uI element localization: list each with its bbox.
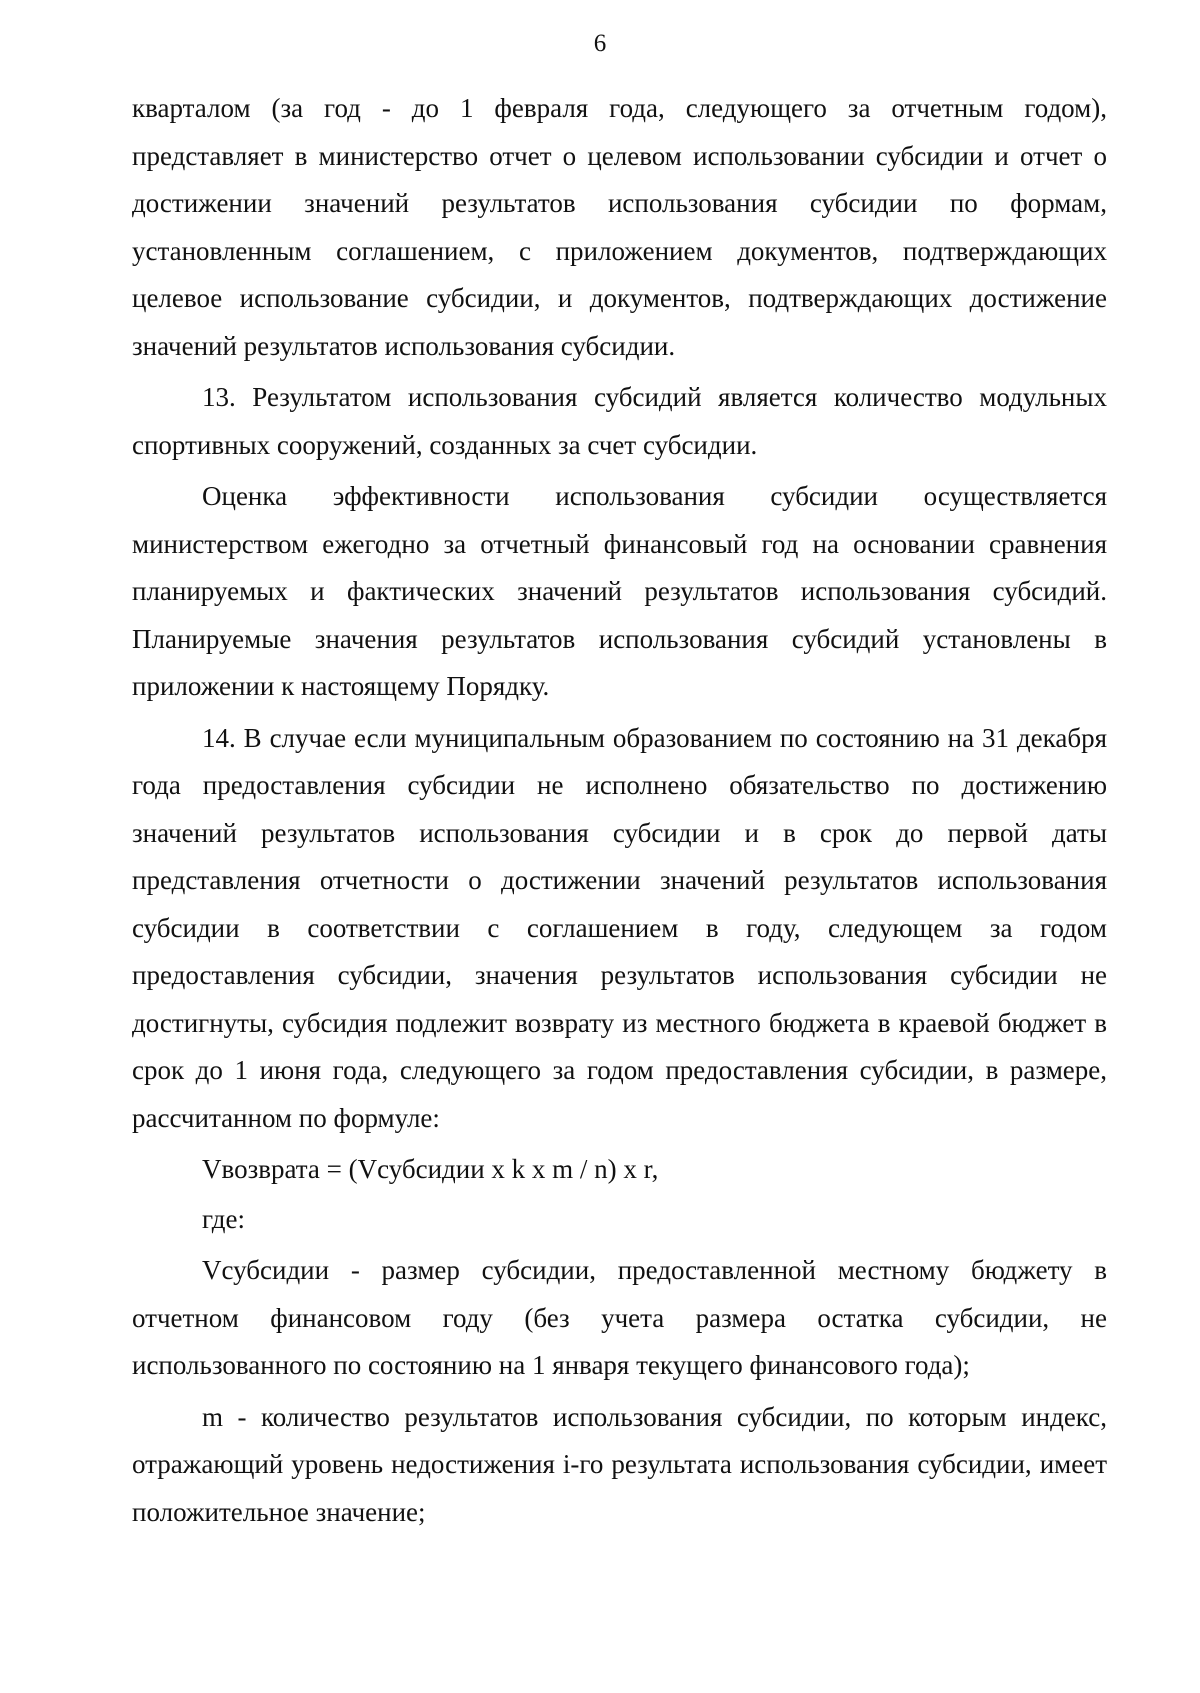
page-number: 6 [593, 30, 607, 57]
paragraph-efficiency-assessment: Оценка эффективности использования субсидии осуществляется министерством ежегодно за отчетный финансовый год на основании сравнения планируемых и фактических значений результатов использования субсидий. Планируемые значения результатов использования субсидий установлены в приложении к настоящему Порядку. [132, 481, 1107, 701]
document-body [132, 85, 1107, 1536]
paragraph-report-submission: кварталом (за год - до 1 февраля года, следующего за отчетным годом), представляет в министерство отчет о целевом использовании субсидии и отчет о достижении значений результатов использования субсидии по формам, установленным соглашением, с приложением документов, подтверждающих целевое использование субсидии, и документов, подтверждающих достижение значений результатов использования субсидии. [132, 93, 1107, 361]
refund-formula: Vвозврата = (Vсубсидии x k x m / n) x r, [202, 1154, 659, 1184]
definition-v-subsidy: Vсубсидии - размер субсидии, предоставленной местному бюджету в отчетном финансовом году (без учета размера остатка субсидии, не использованного по состоянию на 1 января текущего финансового года); [132, 1255, 1107, 1380]
paragraph-13-result: 13. Результатом использования субсидий является количество модульных спортивных сооружений, созданных за счет субсидии. [132, 382, 1107, 460]
paragraph-14-refund: 14. В случае если муниципальным образованием по состоянию на 31 декабря года предоставления субсидии не исполнено обязательство по достижению значений результатов использования субсидии и в срок до первой даты представления отчетности о достижении значений результатов использования субсидии в соответствии с соглашением в году, следующем за годом предоставления субсидии, значения результатов использования субсидии не достигнуты, субсидия подлежит возврату из местного бюджета в краевой бюджет в срок до 1 июня года, следующего за годом предоставления субсидии, в размере, рассчитанном по формуле: [132, 722, 1107, 1133]
where-label: где: [202, 1203, 245, 1234]
definition-m: m - количество результатов использования субсидии, по которым индекс, отражающий уровень недостижения i-го результата использования субсидии, имеет положительное значение; [132, 1401, 1107, 1527]
